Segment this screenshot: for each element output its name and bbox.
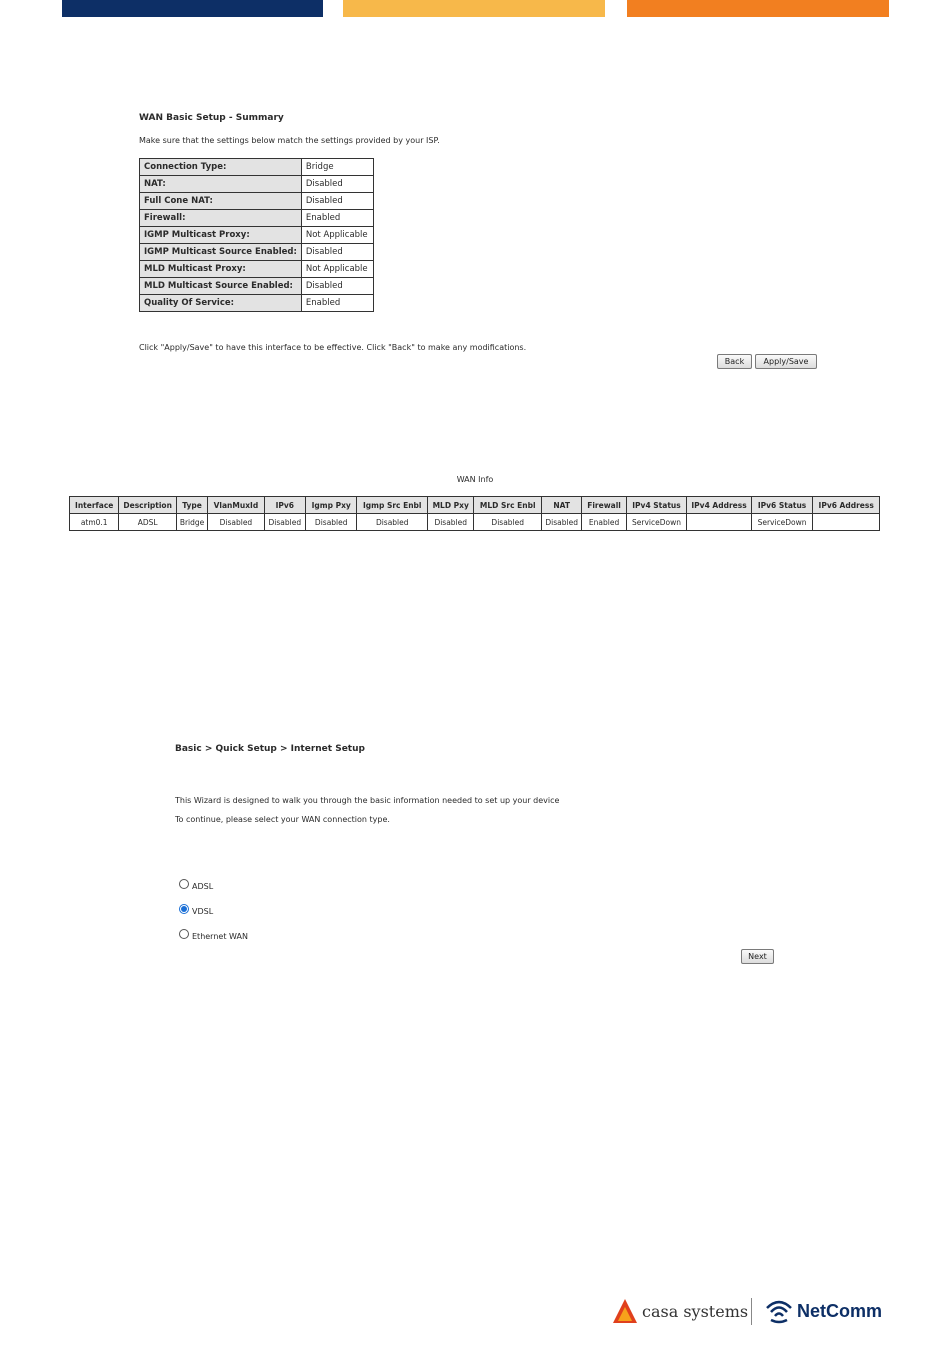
logo-divider	[751, 1298, 752, 1325]
radio-button[interactable]	[179, 904, 189, 914]
header-bar-blue	[62, 0, 323, 17]
radio-label: Ethernet WAN	[192, 932, 248, 941]
wan-cell: atm0.1	[70, 514, 119, 531]
radio-label: VDSL	[192, 907, 214, 916]
wan-cell: Disabled	[306, 514, 357, 531]
table-row	[70, 514, 880, 531]
wan-header-cell: MLD Pxy	[428, 497, 474, 514]
summary-label: IGMP Multicast Proxy:	[140, 227, 302, 244]
summary-value: Bridge	[301, 159, 373, 176]
breadcrumb: Basic > Quick Setup > Internet Setup	[175, 744, 365, 754]
netcomm-logo	[765, 1298, 882, 1324]
summary-title: WAN Basic Setup - Summary	[139, 113, 284, 123]
wan-header-cell: Igmp Pxy	[306, 497, 357, 514]
summary-row	[140, 295, 374, 312]
summary-value: Disabled	[301, 193, 373, 210]
wan-cell	[687, 514, 752, 531]
summary-intro: Make sure that the settings below match the settings provided by your ISP.	[139, 136, 440, 145]
wan-header-cell: IPv6 Status	[751, 497, 813, 514]
summary-note: Click "Apply/Save" to have this interface to be effective. Click "Back" to make any modifications.	[139, 343, 527, 352]
wan-type-option[interactable]	[179, 927, 248, 941]
summary-value: Disabled	[301, 176, 373, 193]
wan-cell: Enabled	[582, 514, 626, 531]
wan-cell: Disabled	[357, 514, 428, 531]
wan-type-option[interactable]	[179, 902, 213, 916]
summary-label: Firewall:	[140, 210, 302, 227]
summary-table	[139, 158, 374, 312]
summary-row	[140, 193, 374, 210]
wan-header-cell: VlanMuxId	[208, 497, 264, 514]
apply-save-button[interactable]: Apply/Save	[755, 354, 817, 369]
summary-label: NAT:	[140, 176, 302, 193]
summary-row	[140, 176, 374, 193]
summary-value: Not Applicable	[301, 261, 373, 278]
wan-header-cell: MLD Src Enbl	[474, 497, 542, 514]
wan-header-cell: IPv4 Status	[626, 497, 687, 514]
wan-header-cell: NAT	[542, 497, 582, 514]
wan-cell: Disabled	[542, 514, 582, 531]
summary-label: MLD Multicast Proxy:	[140, 261, 302, 278]
summary-row	[140, 159, 374, 176]
wan-cell: ServiceDown	[626, 514, 687, 531]
back-button[interactable]: Back	[717, 354, 752, 369]
netcomm-logo-text: NetComm	[797, 1300, 883, 1321]
wan-info-table	[69, 496, 880, 531]
wan-cell: Disabled	[264, 514, 305, 531]
summary-label: IGMP Multicast Source Enabled:	[140, 244, 302, 261]
netcomm-wifi-icon	[765, 1298, 793, 1324]
casa-logo-text: casa systems	[642, 1301, 749, 1321]
wan-cell: ADSL	[119, 514, 176, 531]
radio-label: ADSL	[192, 882, 214, 891]
casa-triangle-icon	[612, 1298, 638, 1324]
wizard-intro: This Wizard is designed to walk you through the basic information needed to set up your device	[175, 796, 560, 805]
summary-value: Not Applicable	[301, 227, 373, 244]
next-button[interactable]: Next	[741, 949, 774, 964]
wan-header-cell: Igmp Src Enbl	[357, 497, 428, 514]
wan-type-option[interactable]	[179, 877, 213, 891]
wan-cell	[813, 514, 880, 531]
summary-value: Enabled	[301, 295, 373, 312]
wan-header-cell: Interface	[70, 497, 119, 514]
wan-header-cell: Firewall	[582, 497, 626, 514]
radio-button[interactable]	[179, 879, 189, 889]
summary-label: Quality Of Service:	[140, 295, 302, 312]
wan-cell: ServiceDown	[751, 514, 813, 531]
radio-button[interactable]	[179, 929, 189, 939]
header-bar-orange	[627, 0, 889, 17]
summary-row	[140, 227, 374, 244]
wan-header-cell: IPv6 Address	[813, 497, 880, 514]
wan-header-cell: IPv6	[264, 497, 305, 514]
wan-header-cell: IPv4 Address	[687, 497, 752, 514]
summary-label: MLD Multicast Source Enabled:	[140, 278, 302, 295]
summary-row	[140, 244, 374, 261]
wan-cell: Disabled	[428, 514, 474, 531]
summary-row	[140, 261, 374, 278]
summary-label: Connection Type:	[140, 159, 302, 176]
casa-systems-logo	[612, 1298, 748, 1324]
wan-info-title: WAN Info	[456, 475, 494, 484]
wan-cell: Disabled	[208, 514, 264, 531]
wan-cell: Disabled	[474, 514, 542, 531]
header-bar-yellow	[343, 0, 605, 17]
wan-header-cell: Type	[176, 497, 207, 514]
summary-value: Enabled	[301, 210, 373, 227]
wizard-instruction: To continue, please select your WAN connection type.	[175, 815, 390, 824]
summary-row	[140, 278, 374, 295]
wan-header-cell: Description	[119, 497, 176, 514]
wan-cell: Bridge	[176, 514, 207, 531]
summary-row	[140, 210, 374, 227]
summary-value: Disabled	[301, 278, 373, 295]
summary-value: Disabled	[301, 244, 373, 261]
summary-label: Full Cone NAT:	[140, 193, 302, 210]
